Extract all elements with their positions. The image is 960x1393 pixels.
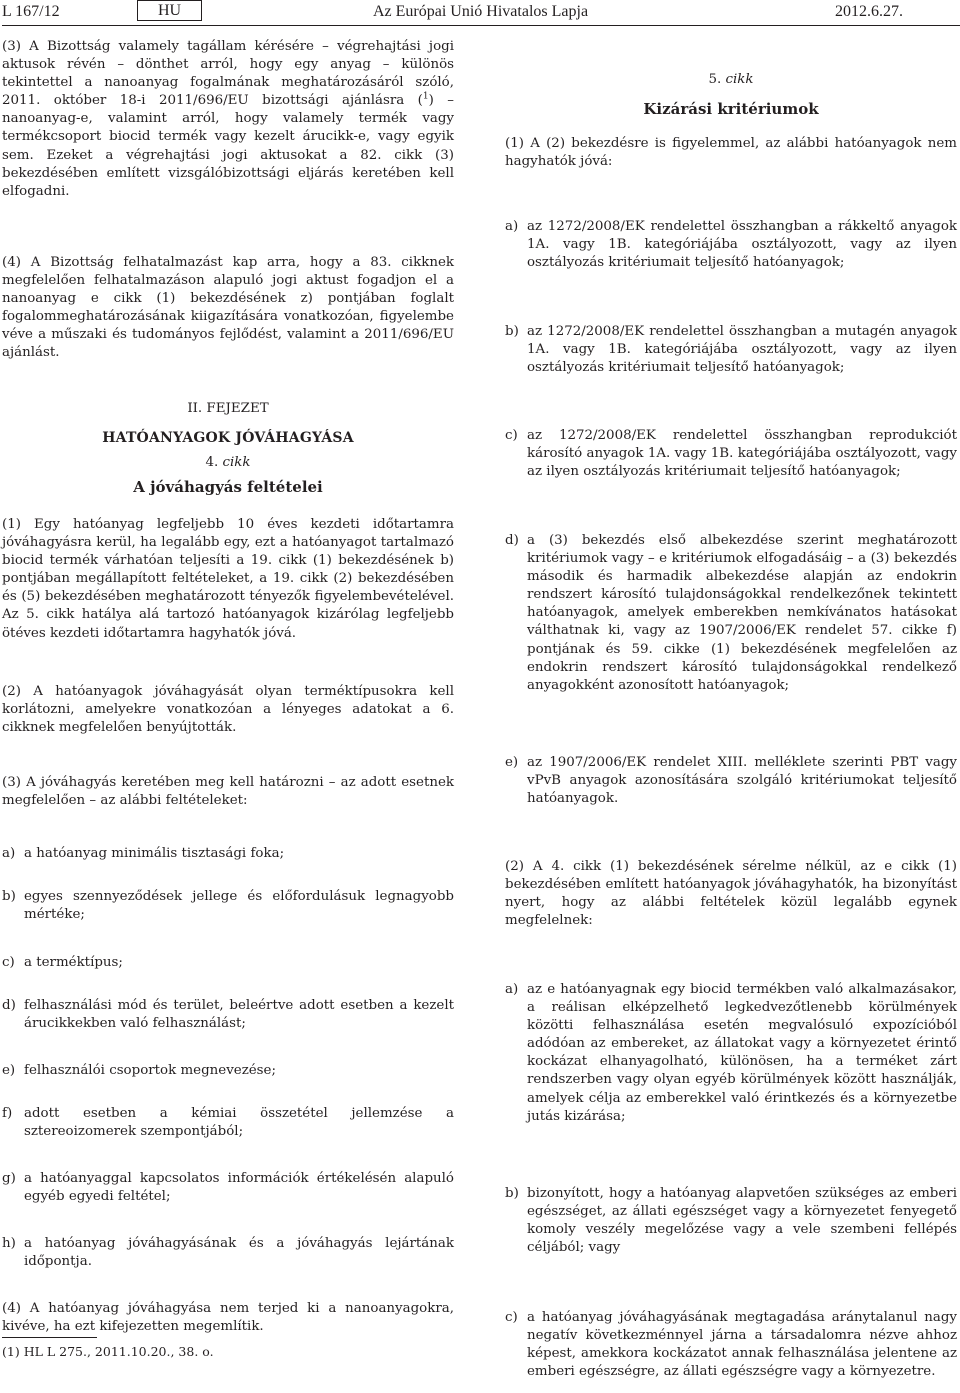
page-reference: L 167/12: [2, 3, 60, 20]
article-4-paragraph-1: (1) Egy hatóanyag legfeljebb 10 éves kezdeti időtartamra jóváhagyásra kerül, ha legalább egy, ezt a hatóanyagot tartalmazó biocid termék várhatóan teljesíti a 19. cikk (1) bekezdésének b) pontjában megállapított feltételeket, a 19. cikk (2) bekezdésében és (5) bekezdésében meghatározott tényezők figyelembevételével. Az 5. cikk hatálya alá tartozó hatóanyagok kizárólag legfeljebb ötéves kezdeti időtartamra hagyhatók jóvá.: [2, 517, 454, 641]
article-4-title: A jóváhagyás feltételei: [133, 478, 323, 496]
list-item: b) egyes szennyeződések jellege és előfordulásuk legnagyobb mértéke;: [2, 889, 454, 923]
list-item: c) a terméktípus;: [2, 955, 123, 970]
article-4-paragraph-2: (2) A hatóanyagok jóváhagyását olyan terméktípusokra kell korlátozni, amelyekre vonatkozóan a lényeges adatokat a 6. cikknek megfelelően benyújtották.: [2, 684, 454, 736]
article-5-number: 5. cikk: [708, 72, 754, 87]
list-item: e) felhasználói csoportok megnevezése;: [2, 1063, 276, 1078]
list-item: b) az 1272/2008/EK rendelettel összhangban a mutagén anyagok 1A. vagy 1B. kategóriájába osztályozott, vagy az ilyen osztályozás kritériumait teljesítő hatóanyagok;: [505, 324, 957, 376]
article-4-paragraph-4: (4) A hatóanyag jóváhagyása nem terjed ki a nanoanyagokra, kivéve, ha ezt kifejezetten megemlítik.: [2, 1301, 454, 1335]
paragraph-4: (4) A Bizottság felhatalmazást kap arra, hogy a 83. cikknek megfelelően felhatalmazáson alapuló jogi aktust fogadjon el a nanoanyag e cikk (1) bekezdésének z) pontjában foglalt fogalommeghatározásának kiigazítására vonatkozóan, figyelembe véve a műszaki és tudományos fejlődést, valamint a 2011/696/EU ajánlást.: [2, 255, 454, 361]
language-box: HU: [137, 0, 202, 21]
article-5-paragraph-2: (2) A 4. cikk (1) bekezdésének sérelme nélkül, az e cikk (1) bekezdésében említett hatóanyagok jóváhagyhatók, ha bizonyítást nyert, hogy az alábbi feltételek közül legalább egynek megfelelnek:: [505, 859, 957, 929]
journal-title: Az Európai Unió Hivatalos Lapja: [373, 3, 589, 20]
list-item: g) a hatóanyaggal kapcsolatos információk értékelésén alapuló egyéb egyedi feltétel;: [2, 1171, 454, 1205]
article-5-title: Kizárási kritériumok: [643, 100, 819, 118]
list-item: h) a hatóanyag jóváhagyásának és a jóváhagyás lejártának időpontja.: [2, 1236, 454, 1270]
footnote: (1) HL L 275., 2011.10.20., 38. o.: [2, 1344, 214, 1359]
page-header: [0, 0, 960, 24]
chapter-number: II. FEJEZET: [187, 401, 269, 416]
chapter-title: HATÓANYAGOK JÓVÁHAGYÁSA: [102, 430, 354, 446]
list-item: f) adott esetben a kémiai összetétel jellemzése a sztereoizomerek szempontjából;: [2, 1106, 454, 1140]
right-column: [505, 38, 957, 1388]
list-item: a) a hatóanyag minimális tisztasági foka;: [2, 846, 285, 861]
article-4-paragraph-3: (3) A jóváhagyás keretében meg kell határozni – az adott esetnek megfelelően – az alábbi feltételeket:: [2, 775, 454, 809]
list-item: d) felhasználási mód és terület, beleértve adott esetben a kezelt árucikkekben való felhasználást;: [2, 998, 454, 1032]
list-item: c) az 1272/2008/EK rendelettel összhangban reprodukciót károsító anyagok 1A. vagy 1B. kategóriájába osztályozott, vagy az ilyen osztályozás kritériumait teljesítő hatóanyagok;: [505, 428, 957, 480]
article-4-number: 4. cikk: [205, 455, 251, 470]
list-item: b) bizonyított, hogy a hatóanyag alapvetően szükséges az emberi egészséget, az állati egészséget vagy a környezetet fenyegető komoly veszély megelőzése vagy a vele szembeni fellépés céljából; vagy: [505, 1186, 957, 1256]
footnote-rule: [2, 1337, 97, 1338]
article-5-paragraph-1: (1) A (2) bekezdésre is figyelemmel, az alábbi hatóanyagok nem hagyhatók jóvá:: [505, 136, 957, 170]
publication-date: 2012.6.27.: [835, 3, 903, 20]
left-column: [2, 38, 454, 1388]
paragraph-3: (3) A Bizottság valamely tagállam kérésére – végrehajtási jogi aktusok révén – dönthet arról, hogy egy anyag – különös tekintettel a nanoanyag fogalmának meghatározásáról szóló, 2011. október 18-i 2011/696/EU bizottsági ajánlásra ($^1$) – nanoanyag-e, valamint arról, hogy valamely termék vagy termékcsoport biocid termék vagy kezelt árucikk-e, vagy egyik sem. Ezeket a végrehajtási jogi aktusokat a 82. cikk (3) bekezdésében említett vizsgálóbizottsági eljárás keretében kell elfogadni.: [2, 39, 455, 199]
list-item: d) a (3) bekezdés első albekezdése szerint meghatározott kritériumok vagy – e kritériumok elfogadásáig – a (3) bekezdés második és harmadik albekezdése alapján az endokrin rendszert károsító tulajdonságokkal rendelkezőnek tekintett hatóanyagok, amelyek emberekben nemkívánatos hatásokat válthatnak ki, vagy az 1907/2006/EK rendelet 57. cikke f) pontjának és 59. cikke (1) bekezdésének megfelelően az endokrin rendszert károsító tulajdonságokkal rendelkező anyagokként azonosított hatóanyagok;: [505, 533, 957, 693]
list-item: e) az 1907/2006/EK rendelet XIII. melléklete szerinti PBT vagy vPvB anyagok azonosítására szolgáló kritériumokat teljesítő hatóanyagok.: [505, 755, 957, 807]
footnote-ref[interactable]: 1: [422, 91, 429, 102]
list-item: a) az 1272/2008/EK rendelettel összhangban a rákkeltő anyagok 1A. vagy 1B. kategóriájába osztályozott, vagy az ilyen osztályozás kritériumait teljesítő hatóanyagok;: [505, 219, 957, 271]
list-item: a) az e hatóanyagnak egy biocid termékben való alkalmazásakor, a reálisan elképzelhető legkedvezőtlenebb körülmények közötti felhasználása esetén megvalósuló expozícióból adódóan az embereket, az állatokat vagy a környezetet érintő kockázat elhanyagolható, különösen, ha a terméket zárt rendszerben vagy olyan egyéb körülmények között használják, amelyek célja az emberekkel való érintkezés és a környezetbe jutás kizárása;: [505, 982, 957, 1124]
list-item: c) a hatóanyag jóváhagyásának megtagadása aránytalanul nagy negatív következménnyel járna a társadalomra nézve ahhoz képest, amekkora kockázatot annak felhasználása jelentene az emberi egészségre, az állati egészségre vagy a környezetre.: [505, 1310, 957, 1380]
header-rule: [2, 25, 960, 26]
